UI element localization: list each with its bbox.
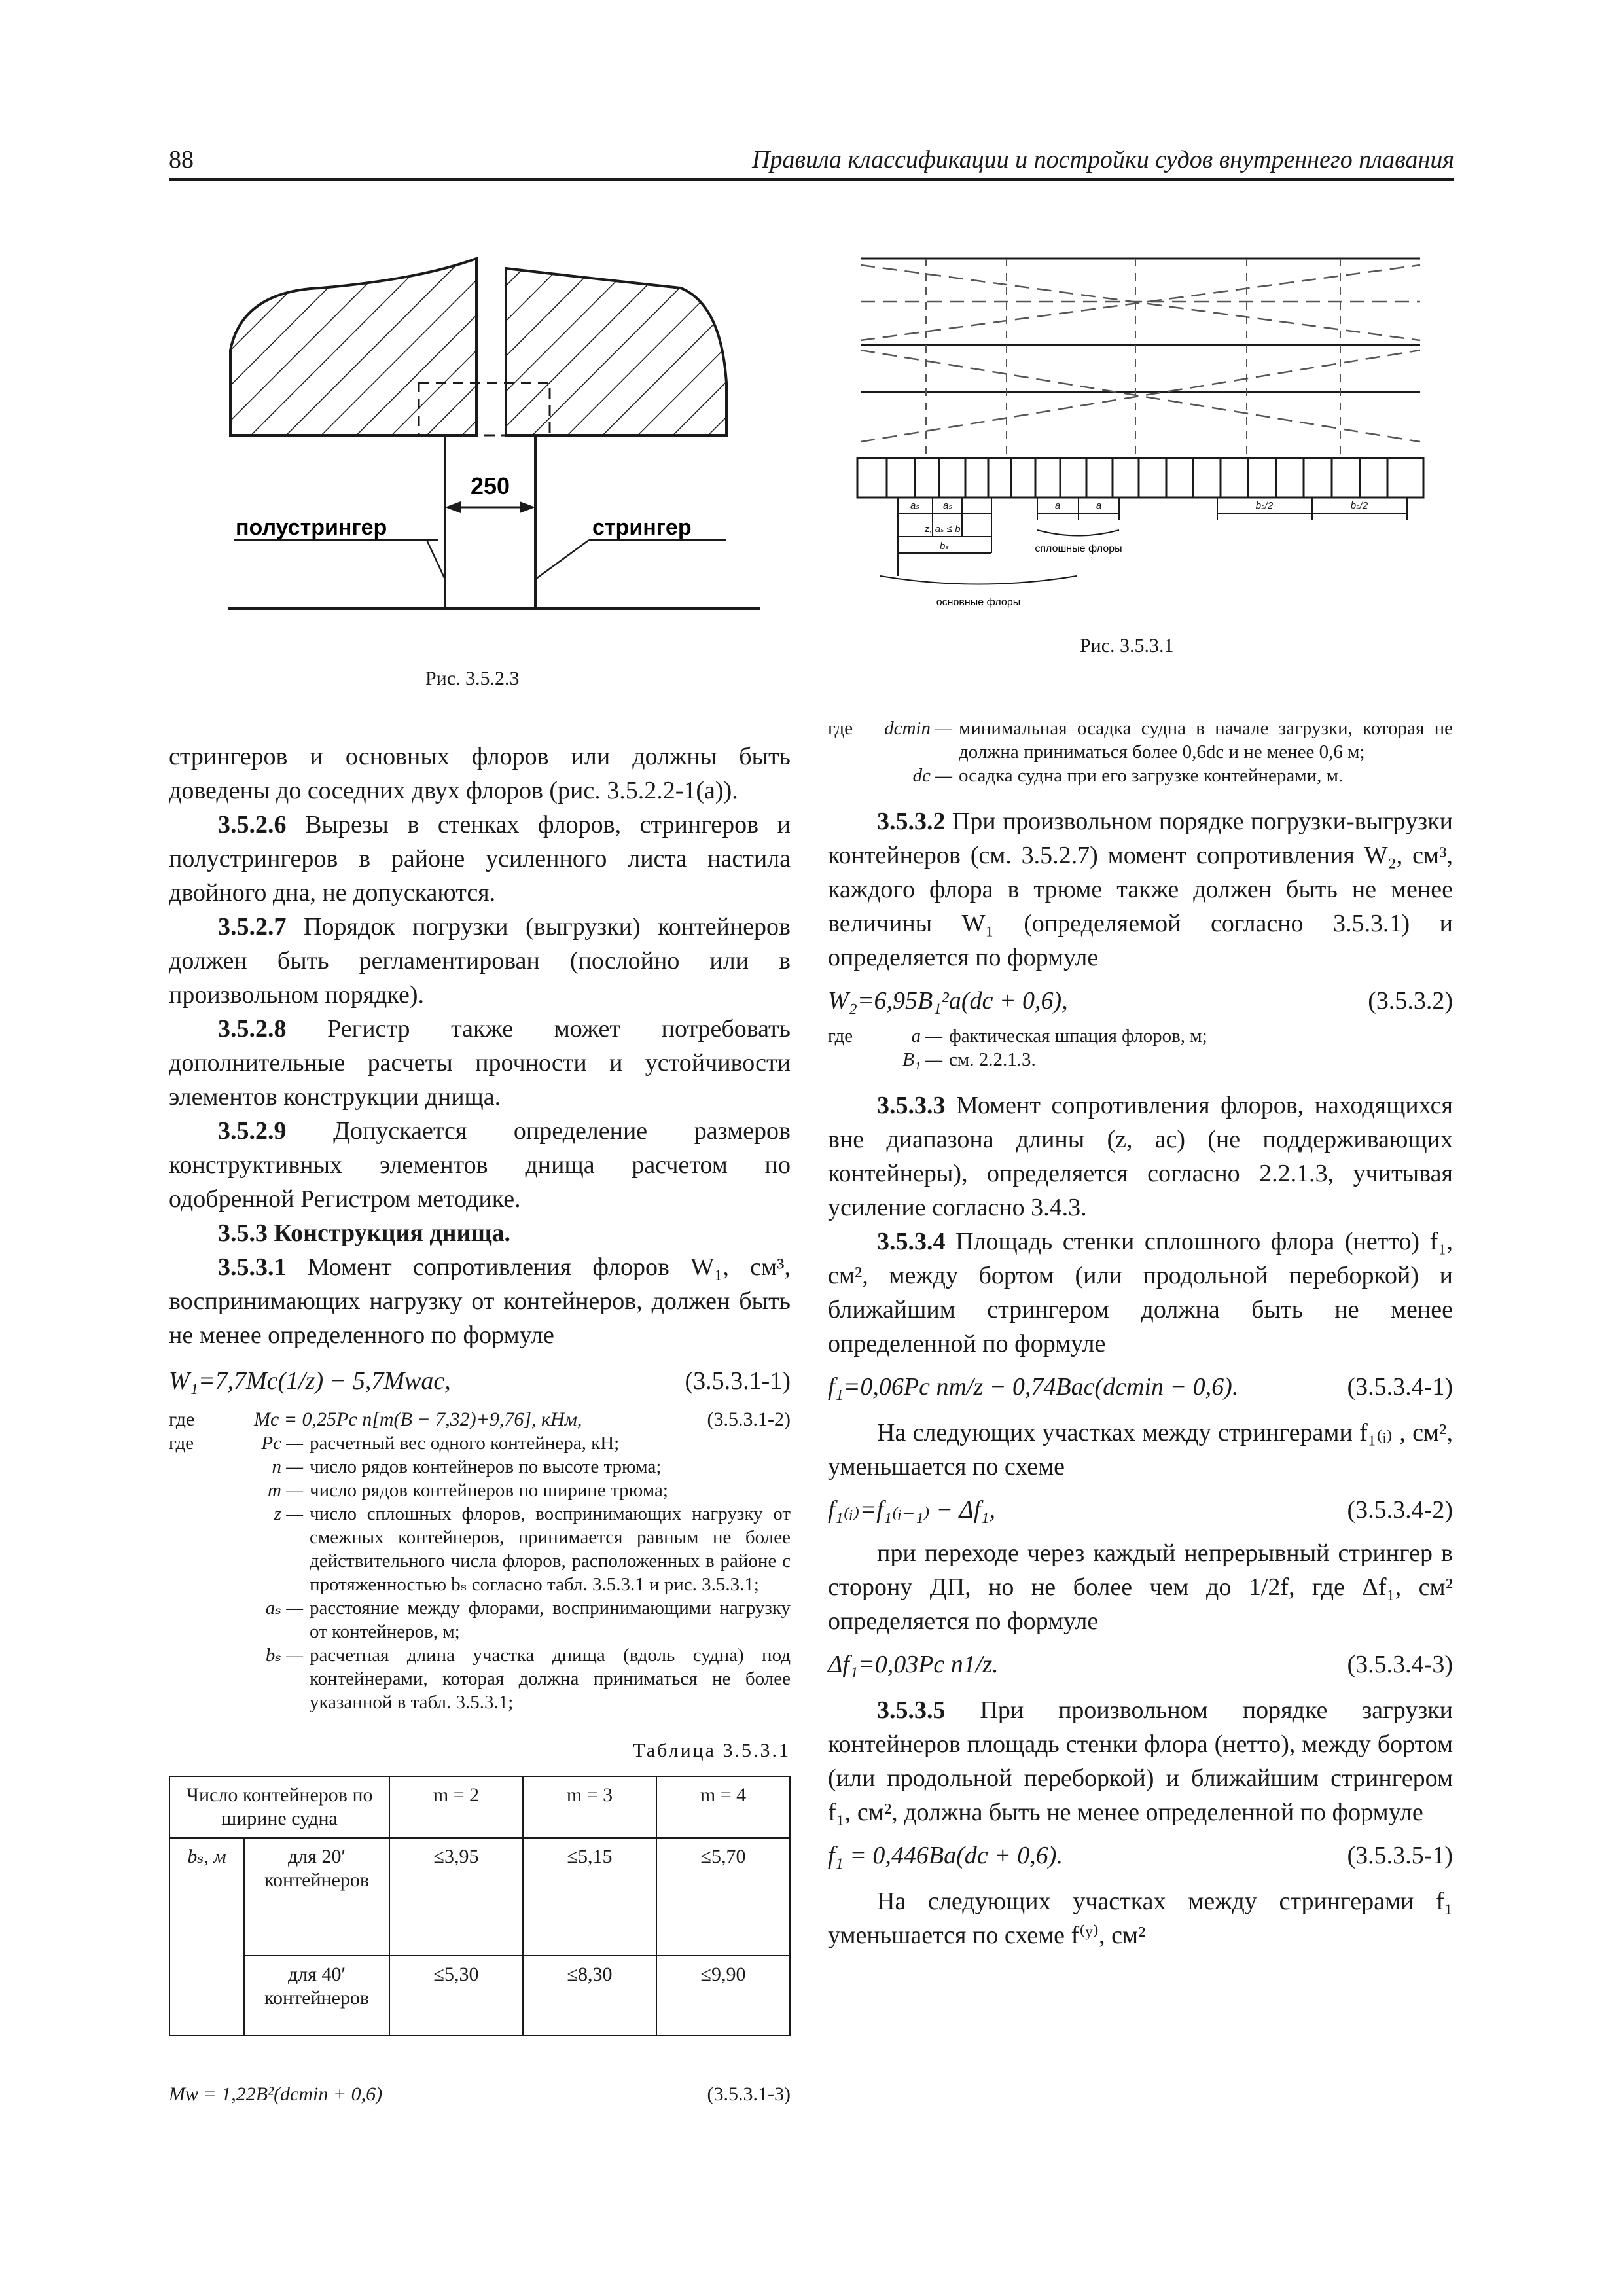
svg-text:a: a <box>1054 500 1061 511</box>
paragraph-3-5-3-3: 3.5.3.3 Момент сопротивления флоров, находящихся вне диапазона длины (z, ac) (не поддерживающих контейнеры), определяется согласно 2.2.1.3, учитывая усиление согласно 3.4.3. <box>828 1092 1453 1221</box>
where-item: где Pc — расчетный вес одного контейнера, кН; <box>169 1433 620 1454</box>
table-title: Таблица 3.5.3.1 <box>633 1740 791 1761</box>
right-column <box>828 717 1453 1952</box>
where-item: где a — фактическая шпация флоров, м; <box>828 1026 1207 1047</box>
formula-3-5-3-4-2: f₁₍ᵢ₎=f₁₍ᵢ₋₁₎ − Δf₁, (3.5.3.4-2) <box>828 1496 1453 1524</box>
paragraph-3-5-2-8: 3.5.2.8 Регистр также может потребовать дополнительные расчеты прочности и устойчивости элементов конструкции днища. <box>169 1015 791 1111</box>
paragraph-transition: при переходе через каждый непрерывный стрингер в сторону ДП, но не более чем до 1/2f, где Δf₁, см² определяется по формуле <box>828 1539 1453 1635</box>
paragraph-3-5-2-9: 3.5.2.9 Допускается определение размеров конструктивных элементов днища расчетом по одобренной Регистром методике. <box>169 1117 791 1213</box>
svg-text:z, aₛ ≤ bₛ: z, aₛ ≤ bₛ <box>924 524 965 535</box>
floor-ticks <box>887 458 1387 497</box>
paragraph-final: На следующих участках между стрингерами f₁ уменьшается по схеме f⁽ʸ⁾, см² <box>828 1888 1453 1949</box>
svg-text:bₛ/2: bₛ/2 <box>1255 500 1274 511</box>
page-number: 88 <box>169 146 194 173</box>
formula-3-5-3-1-2: где Mc = 0,25Pc n[m(B − 7,32)+9,76], кНм, (3.5.3.1-2) <box>169 1408 791 1430</box>
paragraph-continuation: стрингеров и основных флоров или должны быть доведены до соседних двух флоров (рис. 3.5.2.2-1(a)). <box>169 743 791 804</box>
svg-text:aₛ: aₛ <box>910 500 919 511</box>
table-row: для 40′ контейнеров ≤5,30 ≤8,30 ≤9,90 <box>169 1956 790 2036</box>
paragraph-3-5-3-2: 3.5.3.2 При произвольном порядке погрузки-выгрузки контейнеров (см. 3.5.2.7) момент сопротивления W₂, см³, каждого флора в трюме также должен быть не менее величины W₁ (определяемой согласно 3.5.3.1) и определяется по формуле <box>828 808 1453 971</box>
svg-text:a: a <box>1096 500 1102 511</box>
svg-text:aₛ: aₛ <box>943 500 952 511</box>
formula-3-5-3-5-1: f₁ = 0,446Ba(dc + 0,6). (3.5.3.5-1) <box>828 1842 1453 1869</box>
header-rule <box>169 178 1454 181</box>
hatched-plate-left <box>230 259 476 435</box>
caption-fig-3-5-3-1: Рис. 3.5.3.1 <box>1080 635 1174 656</box>
where-item: где dcmin — минимальная осадка судна в начале загрузки, которая не должна приниматься более 0,6dc и не менее 0,6 м; <box>828 718 1453 762</box>
dimension-labels <box>910 500 1368 552</box>
table-header-row: Число контейнеров по ширине судна m = 2 m = 3 m = 4 <box>169 1776 790 1838</box>
where-item: B₁ — см. 2.2.1.3. <box>902 1049 1036 1070</box>
dimension-lines <box>898 497 1407 576</box>
left-column <box>169 740 791 2106</box>
arrow-left-icon <box>445 501 461 513</box>
paragraph-3-5-3-4: 3.5.3.4 Площадь стенки сплошного флора (нетто) f₁, см², между бортом (или продольной переборкой) и ближайшим стрингером должна быть не менее определенной по формуле <box>828 1228 1454 1357</box>
label-stringer: стрингер <box>592 515 692 540</box>
table-row: bₛ, м для 20′ контейнеров ≤3,95 ≤5,15 ≤5,70 <box>169 1838 790 1956</box>
paragraph-sections: На следующих участках между стрингерами f₁₍ᵢ₎ , см², уменьшается по схеме <box>828 1419 1453 1480</box>
arrow-right-icon <box>520 501 535 513</box>
caption-fig-3-5-2-3: Рис. 3.5.2.3 <box>425 668 520 689</box>
label-solid-floors: сплошные флоры <box>1035 543 1122 554</box>
figure-3-5-2-3 <box>223 252 766 632</box>
brace-main <box>880 576 1077 584</box>
label-half-stringer: полустрингер <box>236 515 387 540</box>
where-item: dc — осадка судна при его загрузке контейнерами, м. <box>912 765 1344 786</box>
floor-gridlines <box>926 259 1340 455</box>
container-diagonals <box>861 265 1420 442</box>
svg-text:bₛ/2: bₛ/2 <box>1350 500 1368 511</box>
svg-text:bₛ: bₛ <box>940 541 949 552</box>
paragraph-3-5-2-7: 3.5.2.7 Порядок погрузки (выгрузки) контейнеров должен быть регламентирован (послойно или в произвольном порядке). <box>169 913 791 1009</box>
brace-solid <box>1037 530 1119 536</box>
where-item: aₛ — расстояние между флорами, воспринимающими нагрузку от контейнеров, м; <box>265 1598 791 1642</box>
running-title: Правила классификации и постройки судов внутреннего плавания <box>752 146 1454 173</box>
figure-3-5-3-1 <box>831 245 1453 612</box>
table-3-5-3-1 <box>169 1776 791 2036</box>
formula-3-5-3-2: W₂=6,95B₁²a(dc + 0,6), (3.5.3.2) <box>828 987 1453 1014</box>
formula-3-5-3-1-1: W₁=7,7Mc(1/z) − 5,7Mwac, (3.5.3.1-1) <box>169 1367 791 1395</box>
where-item: bₛ — расчетная длина участка днища (вдоль судна) под контейнерами, которая должна приниматься не более указанной в табл. 3.5.3.1; <box>265 1645 791 1713</box>
double-bottom-strip <box>857 458 1423 497</box>
formula-3-5-3-4-3: Δf₁=0,03Pc n1/z. (3.5.3.4-3) <box>828 1651 1453 1678</box>
formula-3-5-3-1-3: Mw = 1,22B²(dcmin + 0,6) (3.5.3.1-3) <box>169 2083 791 2105</box>
label-main-floors: основные флоры <box>936 597 1021 608</box>
section-heading-3-5-3: 3.5.3 Конструкция днища. <box>218 1219 511 1247</box>
paragraph-3-5-2-6: 3.5.2.6 Вырезы в стенках флоров, стрингеров и полустрингеров в районе усиленного листа настила двойного дна, не допускаются. <box>169 811 791 906</box>
where-item: n — число рядов контейнеров по высоте трюма; <box>272 1456 662 1477</box>
where-item: z — число сплошных флоров, воспринимающих нагрузку от смежных контейнеров, принимается равным не более действительного числа флоров, расположенных в районе с протяженностью bₛ согласно табл. 3.5.3.1 и рис. 3.5.3.1; <box>274 1503 791 1595</box>
formula-3-5-3-4-1: f₁=0,06Pc nm/z − 0,74Bac(dcmin − 0,6). (3.5.3.4-1) <box>828 1373 1453 1401</box>
dimension-250: 250 <box>470 473 510 499</box>
where-item: m — число рядов контейнеров по ширине трюма; <box>268 1480 668 1501</box>
hatched-plate-right <box>506 268 726 435</box>
paragraph-3-5-3-5: 3.5.3.5 При произвольном порядке загрузки контейнеров площадь стенки флора (нетто), между бортом (или продольной переборкой) и ближайшим стрингером f₁, см², должна быть не менее определенной по формуле <box>828 1696 1453 1826</box>
paragraph-3-5-3-1: 3.5.3.1 Момент сопротивления флоров W₁, см³, воспринимающих нагрузку от контейнеров, должен быть не менее определенного по формуле <box>169 1253 791 1349</box>
